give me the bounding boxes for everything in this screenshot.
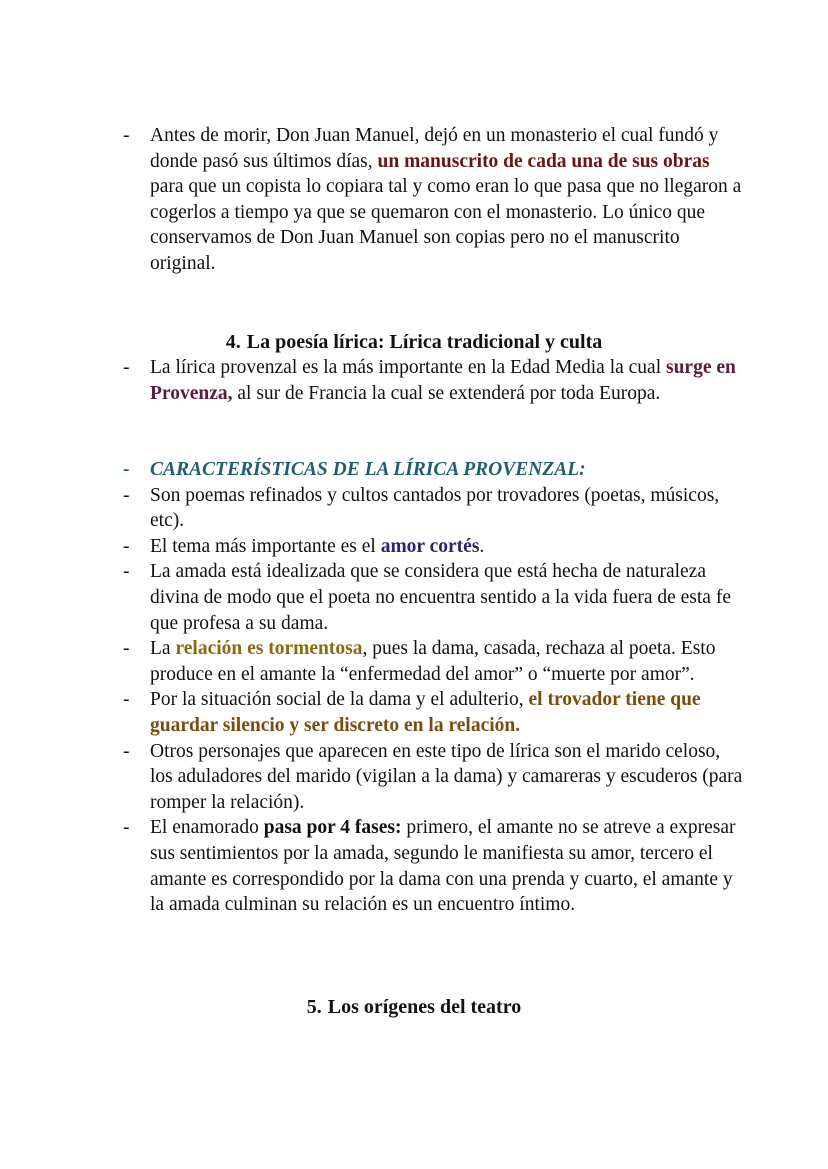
list-item xyxy=(123,739,743,816)
bullet-dash: - xyxy=(123,638,130,660)
bullet-dash: - xyxy=(123,689,130,711)
item-text: al sur de Francia la cual se extenderá por toda Europa. xyxy=(232,382,661,404)
bullet-dash: - xyxy=(123,535,130,557)
item-text: El tema más importante es el xyxy=(150,535,381,557)
item-highlight: el trovador tiene que guardar silencio y ser discreto en la relación. xyxy=(150,689,701,736)
section-number: 4. xyxy=(225,331,241,353)
bullet-dash: - xyxy=(123,125,130,146)
section-title: Los orígenes del teatro xyxy=(327,996,522,1018)
bullet-dash: - xyxy=(123,740,130,762)
section-title: La poesía lírica: Lírica tradicional y culta xyxy=(246,331,603,353)
characteristics-heading xyxy=(123,457,743,483)
bullet-dash: - xyxy=(123,459,130,480)
item-text: . xyxy=(479,535,485,557)
item-text: Otros personajes que aparecen en este tipo de lírica son el marido celoso, los aduladores del marido (vigilan a la dama) y camareras y escuderos (para romper la relación). xyxy=(150,740,743,813)
section-heading xyxy=(0,329,828,355)
item-text: Antes de morir, Don Juan Manuel, dejó en un monasterio el cual fundó y donde pasó sus últimos días, xyxy=(150,125,719,172)
item-text: El enamorado xyxy=(150,817,264,839)
bullet-dash: - xyxy=(123,484,130,506)
list-item xyxy=(123,534,743,560)
item-text: primero, el amante no se atreve a expresar sus sentimientos por la amada, segundo le manifiesta su amor, tercero el amante es correspondido por la dama con una prenda y cuarto, el amante y la amada culminan su relación es un encuentro íntimo. xyxy=(150,817,736,916)
item-text: , pues la dama, casada, rechaza al poeta. Esto produce en el amante la “enfermedad del amor” o “muerte por amor”. xyxy=(150,638,716,685)
item-highlight: surge en Provenza, xyxy=(150,357,736,404)
item-highlight: relación es tormentosa xyxy=(175,638,363,660)
item-text: Son poemas refinados y cultos cantados por trovadores (poetas, músicos, etc). xyxy=(150,484,720,532)
list-item xyxy=(123,687,743,738)
list-item xyxy=(123,483,743,534)
list-item xyxy=(123,636,743,687)
item-text: para que un copista lo copiara tal y como eran lo que pasa que no llegaron a cogerlos a tiempo ya que se quemaron con el monasterio. Lo único que conservamos de Don Juan Manuel son copias pero no el manuscrito original. xyxy=(150,176,742,274)
bullet-dash: - xyxy=(123,357,130,378)
bullet-dash: - xyxy=(123,561,130,583)
section-heading xyxy=(0,994,828,1020)
heading-text: CARACTERÍSTICAS DE LA LÍRICA PROVENZAL: xyxy=(150,459,586,480)
item-text: La xyxy=(150,638,176,660)
section-number: 5. xyxy=(306,996,322,1018)
item-text: La lírica provenzal es la más importante en la Edad Media la cual xyxy=(150,357,666,378)
list-item xyxy=(123,559,743,636)
item-highlight: pasa por 4 fases: xyxy=(263,817,402,839)
bullet-dash: - xyxy=(123,817,130,839)
list-item xyxy=(123,815,743,917)
item-highlight: un manuscrito de cada una de sus obras xyxy=(377,150,710,172)
item-highlight: amor cortés xyxy=(380,535,480,557)
item-text: La amada está idealizada que se considera que está hecha de naturaleza divina de modo que el poeta no encuentra sentido a la vida fuera de esta fe que profesa a su dama. xyxy=(150,561,731,634)
characteristics-list xyxy=(123,457,743,918)
list-item xyxy=(123,355,743,406)
list-item xyxy=(123,123,743,277)
provenzal-paragraph xyxy=(123,355,743,406)
item-text: Por la situación social de la dama y el adulterio, xyxy=(150,689,529,711)
intro-paragraph xyxy=(123,123,743,277)
